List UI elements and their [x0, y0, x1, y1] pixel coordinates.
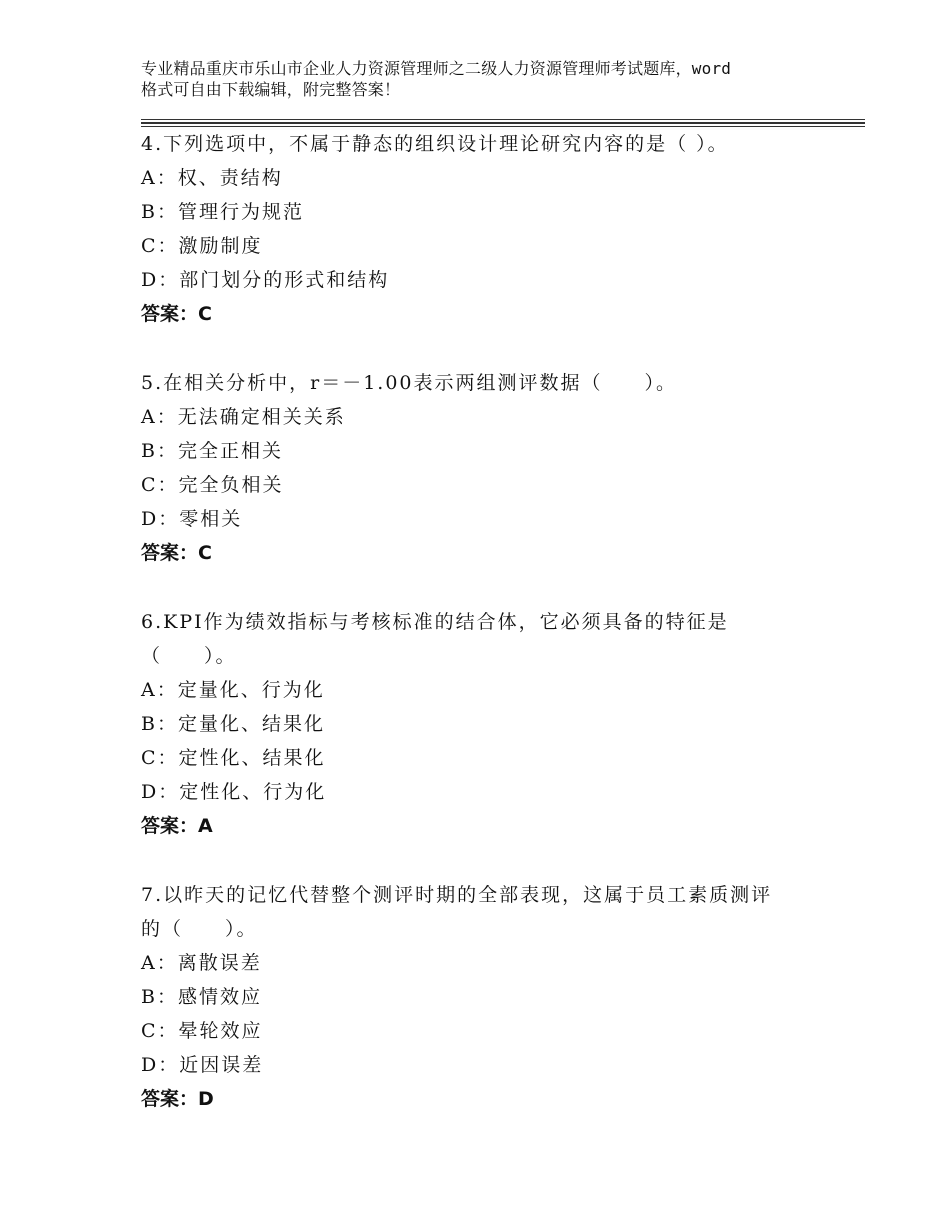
header-divider — [141, 119, 865, 120]
option-a: A：定量化、行为化 — [141, 679, 325, 701]
answer-label: 答案：A — [141, 815, 213, 837]
option-a: A：权、责结构 — [141, 167, 283, 189]
question-stem-line-2: （ ）。 — [141, 645, 237, 667]
question-5 — [141, 366, 841, 570]
question-stem-line-1: 6.KPI作为绩效指标与考核标准的结合体，它必须具备的特征是 — [141, 611, 729, 633]
answer-label: 答案：D — [141, 1088, 214, 1110]
option-a: A：离散误差 — [141, 952, 262, 974]
question-spacer — [141, 843, 841, 878]
option-c: C：定性化、结果化 — [141, 747, 326, 769]
header-line-2: 格式可自由下载编辑，附完整答案！ — [141, 80, 401, 99]
question-4 — [141, 127, 841, 331]
option-b: B：感情效应 — [141, 986, 262, 1008]
question-6 — [141, 605, 841, 843]
answer-label: 答案：C — [141, 542, 212, 564]
option-d: D：近因误差 — [141, 1054, 264, 1076]
question-spacer — [141, 331, 841, 366]
question-stem-line-2: 的（ ）。 — [141, 918, 258, 940]
option-c: C：晕轮效应 — [141, 1020, 263, 1042]
question-stem: 5.在相关分析中，r＝－1.00表示两组测评数据（ ）。 — [141, 372, 678, 394]
option-b: B：定量化、结果化 — [141, 713, 325, 735]
option-d: D：定性化、行为化 — [141, 781, 327, 803]
question-list — [141, 127, 841, 1116]
header-line-1: 专业精品重庆市乐山市企业人力资源管理师之二级人力资源管理师考试题库，word — [141, 59, 732, 78]
option-b: B：完全正相关 — [141, 440, 283, 462]
question-stem-line-1: 7.以昨天的记忆代替整个测评时期的全部表现，这属于员工素质测评 — [141, 884, 773, 906]
option-a: A：无法确定相关关系 — [141, 406, 346, 428]
option-c: C：完全负相关 — [141, 474, 284, 496]
question-7 — [141, 878, 841, 1116]
question-stem: 4.下列选项中，不属于静态的组织设计理论研究内容的是（ ）。 — [141, 133, 729, 155]
option-b: B：管理行为规范 — [141, 201, 304, 223]
header-divider-thick — [141, 122, 865, 124]
option-d: D：零相关 — [141, 508, 243, 530]
option-d: D：部门划分的形式和结构 — [141, 269, 390, 291]
document-header — [141, 58, 831, 100]
option-c: C：激励制度 — [141, 235, 263, 257]
answer-label: 答案：C — [141, 303, 212, 325]
question-spacer — [141, 570, 841, 605]
